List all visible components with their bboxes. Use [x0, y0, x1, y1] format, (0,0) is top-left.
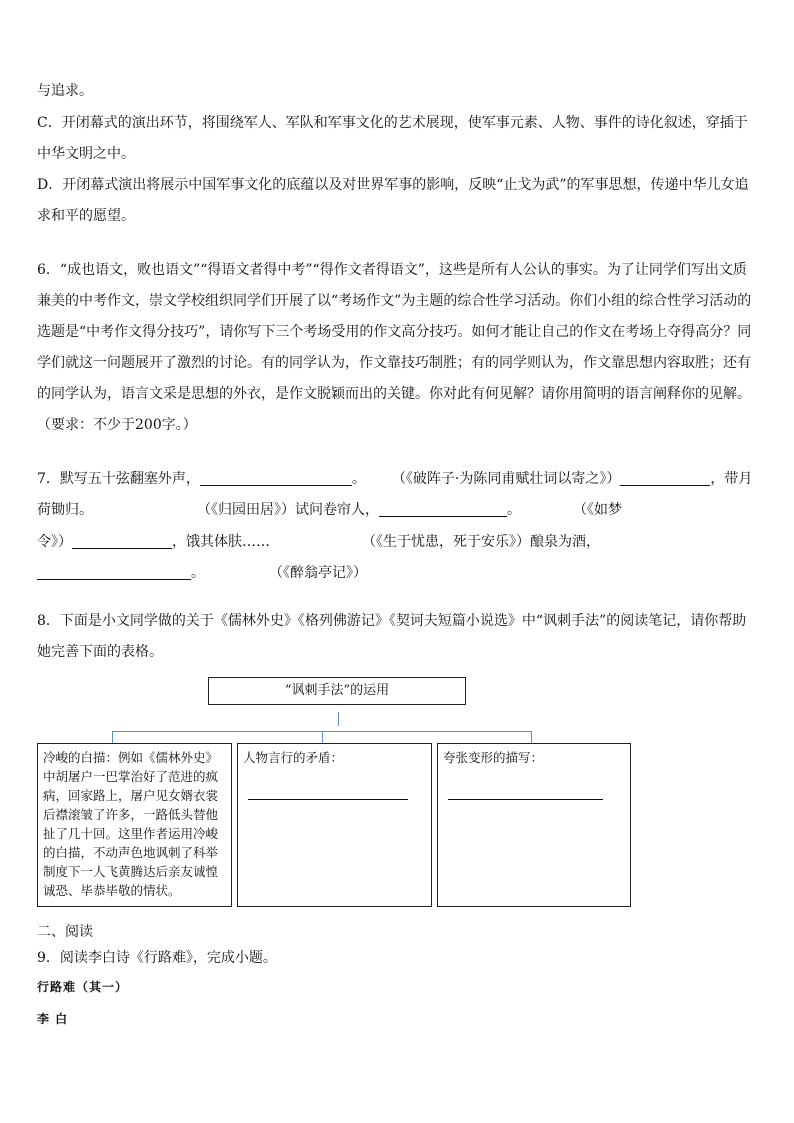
q7-source: （《生于忧患，死于安乐》）酿泉为酒，	[362, 534, 600, 550]
q5-option-d: D．开闭幕式演出将展示中国军事文化的底蕴以及对世界军事的影响，反映“止戈为武”的军事思想，传递中华儿女追求和平的愿望。	[37, 177, 749, 224]
q7-source: （《如梦	[573, 502, 622, 518]
section-heading: 二、阅读	[37, 924, 93, 940]
q5-tail: 与追求。	[37, 83, 93, 99]
answer-line[interactable]	[248, 799, 408, 800]
q7-text: 。	[507, 502, 521, 518]
q5-option-c: C．开闭幕式的演出环节，将围绕军人、军队和军事文化的艺术展现，使军事元素、人物、事件的诗化叙述，穿插于中华文明之中。	[37, 115, 748, 162]
q7-source: （《醉翁亭记》）	[269, 565, 367, 581]
q7-line-3	[37, 531, 600, 551]
cell-contradiction	[237, 743, 432, 907]
q6-text: 6．“成也语文，败也语文”“得语文者得中考”“得作文者得语文”，这些是所有人公认的事实。为了让同学们写出文质兼美的中考作文，崇文学校组织同学们开展了以“考场作文”为主题的综合性学习活动。你们小组的综合性学习活动的选题是“中考作文得分技巧”，请你写下三个考场受用的作文高分技巧。如何才能让自己的作文在考场上夺得高分？同学们就这一问题展开了激烈的讨论。有的同学认为，作文靠技巧制胜；有的同学则认为，作文靠思想内容取胜；还有的同学认为，语言文采是思想的外衣，是作文脱颖而出的关键。你对此有何见解？请你用简明的语言阐释你的见解。（要求：不少于200字。）	[37, 262, 752, 433]
q7-line-2	[37, 499, 622, 519]
q7-text: 7．默写五十弦翻塞外声，	[37, 471, 200, 487]
connector-drop-1	[112, 731, 113, 743]
q7-line-4	[37, 562, 367, 582]
poem-title: 行路难（其一）	[37, 980, 129, 994]
q9-text: 9．阅读李白诗《行路难》，完成小题。	[37, 950, 277, 966]
q7-source: 令》）	[37, 534, 72, 550]
connector-stem	[338, 712, 339, 726]
q7-text: 荷锄归。	[37, 502, 93, 518]
q7-text: 。	[191, 565, 205, 581]
q7-source: （《归园田居》）试问卷帘人，	[197, 502, 379, 518]
connector-drop-3	[531, 731, 532, 743]
q8-text: 8．下面是小文同学做的关于《儒林外史》《格列佛游记》《契诃夫短篇小说选》中“讽刺手法”的阅读笔记，请你帮助她完善下面的表格。	[37, 613, 747, 660]
q7-source: （《破阵子·为陈同甫赋壮词以寄之》）	[391, 471, 621, 487]
answer-blank[interactable]	[620, 471, 710, 486]
q7-text: ，带月	[710, 471, 753, 487]
q7-text: ，饿其体肤……	[172, 534, 270, 550]
diagram-title: “讽刺手法”的运用	[208, 677, 466, 705]
poem-author: 李 白	[37, 1012, 69, 1026]
cell-exaggeration	[437, 743, 631, 907]
q7-line-1	[37, 468, 752, 488]
answer-blank[interactable]	[200, 471, 352, 486]
cell-label: 夸张变形的描写：	[443, 750, 544, 765]
answer-blank[interactable]	[72, 534, 172, 549]
answer-blank[interactable]	[37, 565, 191, 580]
q7-text: 。	[351, 471, 366, 487]
connector-drop-2	[322, 731, 323, 743]
answer-blank[interactable]	[379, 502, 507, 517]
cell-label: 人物言行的矛盾：	[243, 750, 344, 765]
answer-line[interactable]	[448, 799, 603, 800]
cell-cold-sketch: 冷峻的白描：例如《儒林外史》中胡屠户一巴掌治好了范进的疯病，回家路上，屠户见女婿衣裳后襟滚皱了许多，一路低头替他扯了几十回。这里作者运用冷峻的白描，不动声色地讽刺了科举制度下一人飞黄腾达后亲友诚惶诚恐、毕恭毕敬的情状。	[37, 743, 232, 907]
